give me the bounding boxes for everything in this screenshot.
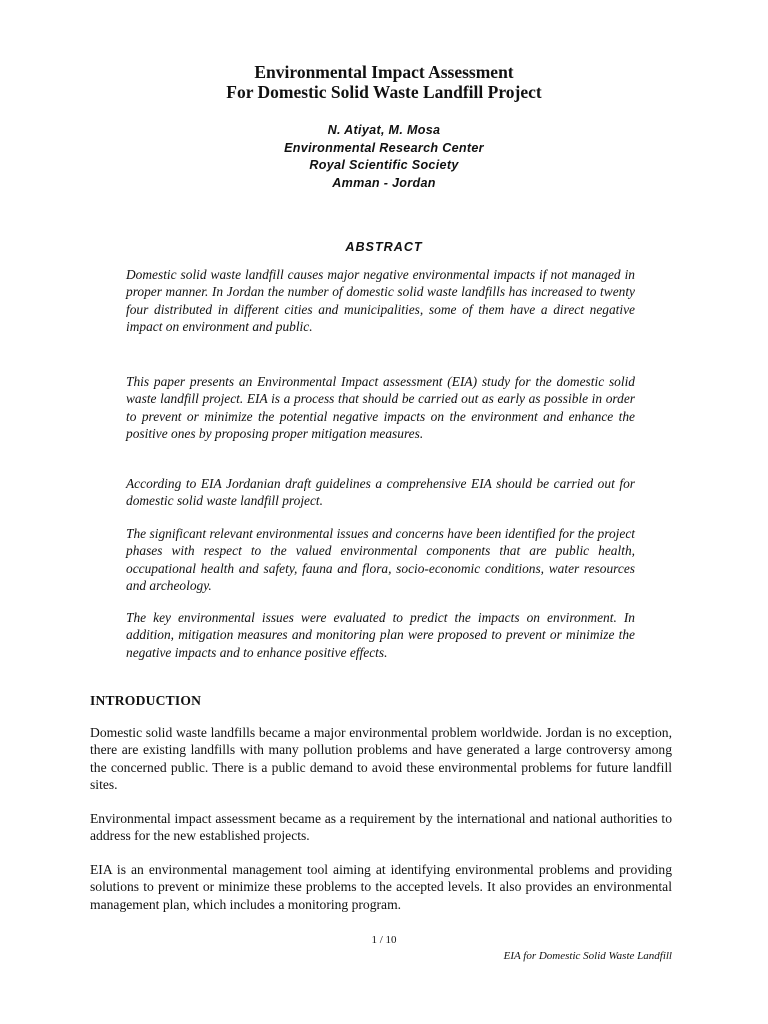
title-line-1: Environmental Impact Assessment: [254, 62, 514, 82]
author-names: N. Atiyat, M. Mosa: [327, 123, 441, 137]
abstract-paragraph: Domestic solid waste landfill causes major negative environmental impacts if not managed in proper manner. In Jordan the number of domestic solid waste landfills has increased to twenty four distributed in different cities and municipalities, some of them have a direct negative impact on environment and public.: [126, 267, 635, 335]
author-affiliation-center: Environmental Research Center: [284, 140, 484, 155]
author-affiliation-society: Royal Scientific Society: [309, 158, 459, 172]
abstract-paragraph: According to EIA Jordanian draft guidelines a comprehensive EIA should be carried out for domestic solid waste landfill project.: [126, 476, 635, 509]
paper-title: [0, 62, 768, 102]
introduction-paragraph: Environmental impact assessment became as a requirement by the international and national authorities to address for the new established projects.: [90, 811, 672, 844]
title-line-2: For Domestic Solid Waste Landfill Project: [226, 82, 542, 102]
author-block: [0, 122, 768, 192]
introduction-paragraph: Domestic solid waste landfills became a major environmental problem worldwide. Jordan is no exception, there are existing landfills with many pollution problems and have generated a large controversy among the concerned public. There is a public demand to avoid these environmental problems for future landfill sites.: [90, 725, 672, 793]
abstract-heading: ABSTRACT: [345, 240, 423, 254]
introduction-heading: INTRODUCTION: [90, 693, 202, 708]
running-title: EIA for Domestic Solid Waste Landfill: [503, 950, 672, 962]
introduction-paragraph: EIA is an environmental management tool aiming at identifying environmental problems and providing solutions to prevent or minimize these problems to the accepted levels. It also provides an environmental management plan, which includes a monitoring program.: [90, 862, 672, 912]
abstract-paragraph: The key environmental issues were evaluated to predict the impacts on environment. In addition, mitigation measures and monitoring plan were proposed to prevent or minimize the negative impacts and to enhance positive effects.: [126, 610, 635, 660]
abstract-paragraph: This paper presents an Environmental Impact assessment (EIA) study for the domestic solid waste landfill project. EIA is a process that should be carried out as early as possible in order to prevent or minimize the potential negative impacts on the environment and enhance the positive ones by proposing proper mitigation measures.: [126, 374, 635, 442]
page-number: 1 / 10: [371, 934, 397, 946]
abstract-paragraph: The significant relevant environmental issues and concerns have been identified for the project phases with respect to the valued environmental components that are public health, occupational health and safety, fauna and flora, socio-economic conditions, water resources and archeology.: [126, 526, 635, 594]
author-location: Amman - Jordan: [332, 175, 436, 190]
